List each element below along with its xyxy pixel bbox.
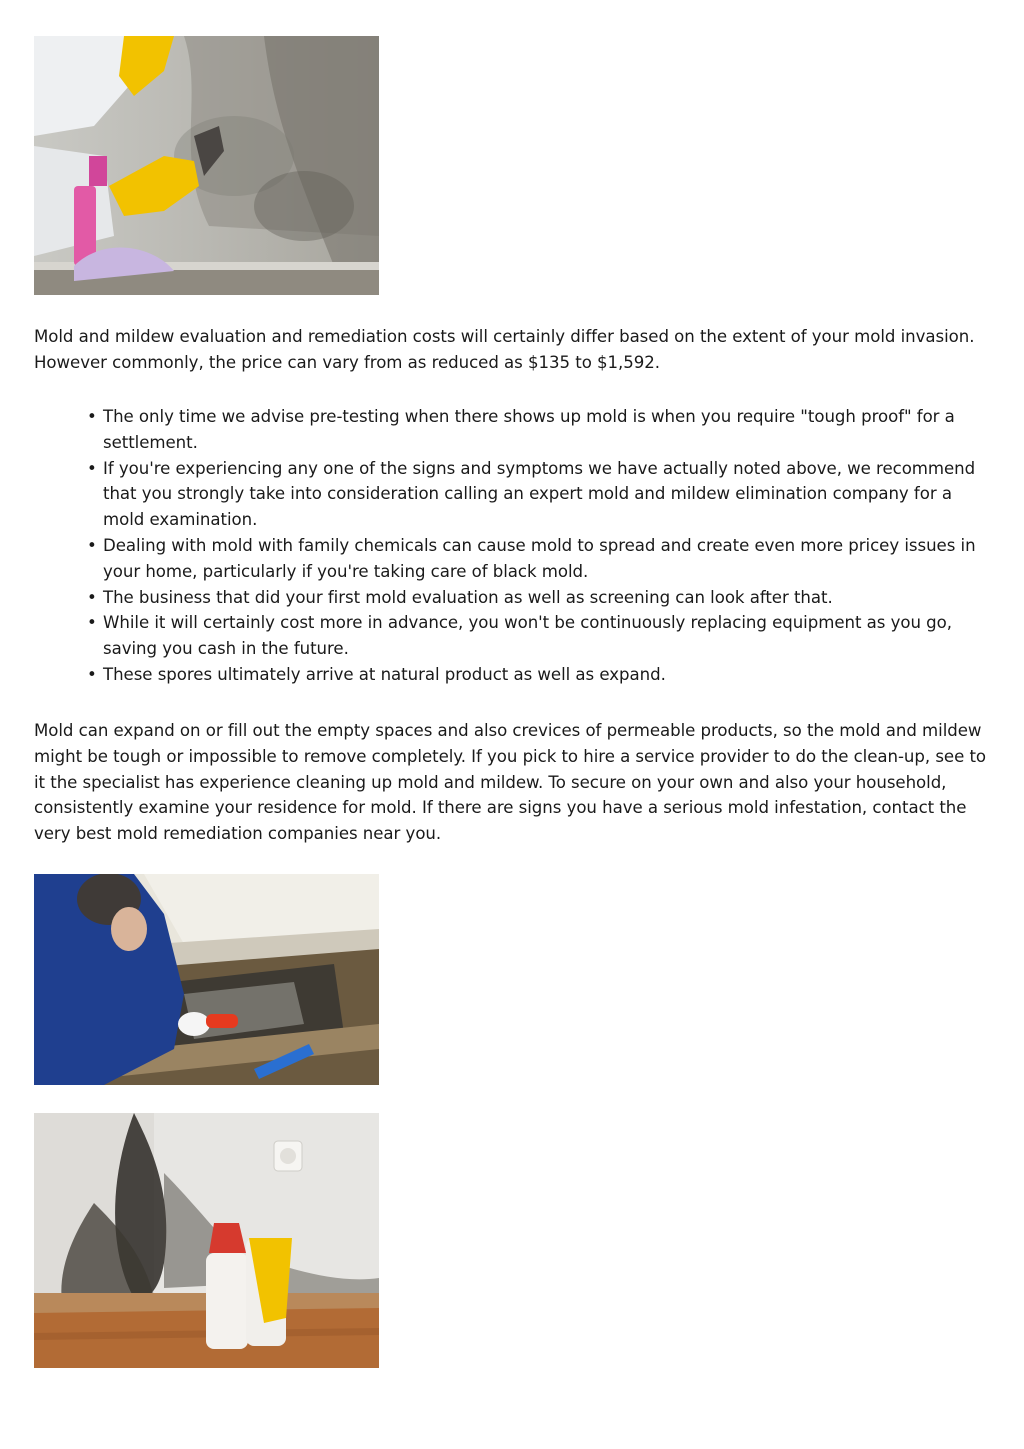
- bullet-marker: •: [87, 664, 97, 684]
- list-item: [87, 533, 993, 585]
- list-item-text: The only time we advise pre-testing when there shows up mold is when you require "tough proof" for a settlement.: [103, 407, 955, 452]
- black-mold-corner-photo: [34, 1113, 379, 1368]
- list-item-text: These spores ultimately arrive at natural product as well as expand.: [103, 664, 666, 684]
- list-item: [87, 662, 993, 688]
- list-item: [87, 404, 993, 456]
- list-item: [87, 456, 993, 533]
- bullet-marker: •: [87, 458, 97, 478]
- floor-inspection-photo: [34, 874, 379, 1085]
- intro-paragraph: Mold and mildew evaluation and remediation costs will certainly differ based on the extent of your mold invasion. However commonly, the price can vary from as reduced as $135 to $1,592.: [34, 327, 975, 372]
- list-item-text: If you're experiencing any one of the signs and symptoms we have actually noted above, we recommend that you strongly take into consideration calling an expert mold and mildew elimination company for a mold examination.: [103, 458, 976, 530]
- bullet-marker: •: [87, 613, 97, 633]
- mold-scraping-photo: [34, 36, 379, 295]
- list-item-text: The business that did your first mold evaluation as well as screening can look after that.: [103, 587, 833, 607]
- list-item: [87, 585, 993, 611]
- list-item-text: While it will certainly cost more in advance, you won't be continuously replacing equipment as you go, saving you cash in the future.: [103, 613, 952, 659]
- bullet-marker: •: [87, 535, 97, 555]
- list-item: [87, 610, 993, 662]
- bullet-list: [87, 404, 993, 688]
- bullet-marker: •: [87, 407, 97, 426]
- list-item-text: Dealing with mold with family chemicals can cause mold to spread and create even more pricey issues in your home, particularly if you're taking care of black mold.: [103, 535, 976, 581]
- bullet-marker: •: [87, 587, 97, 607]
- closing-paragraph: Mold can expand on or fill out the empty spaces and also crevices of permeable products, so the mold and mildew might be tough or impossible to remove completely. If you pick to hire a service provider to do the clean-up, see to it the specialist has experience cleaning up mold and mildew. To secure on your own and also your household, consistently examine your residence for mold. If there are signs you have a serious mold infestation, contact the very best mold remediation companies near you.: [34, 721, 987, 844]
